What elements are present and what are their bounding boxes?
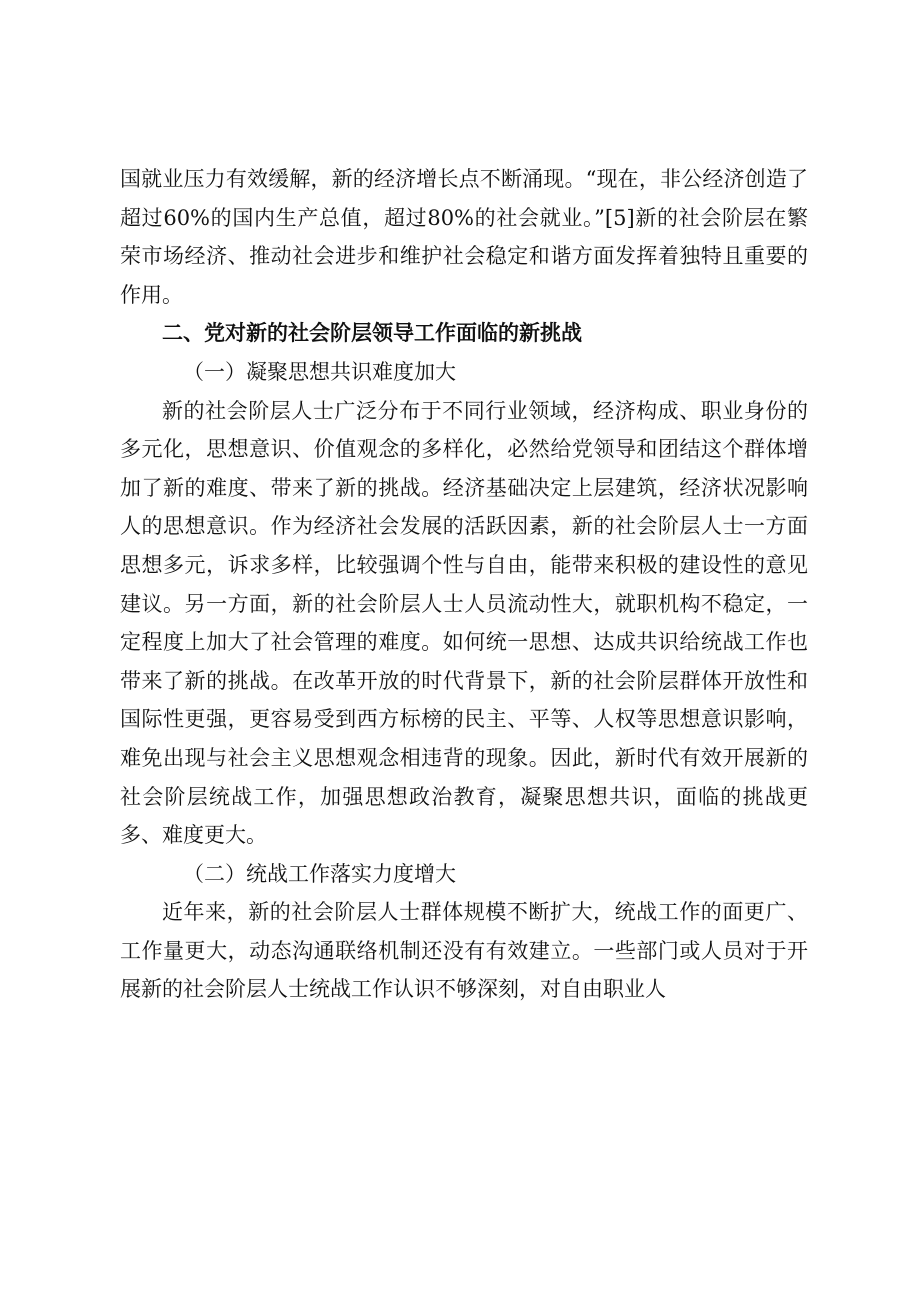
subsection-heading-1: （一）凝聚思想共识难度加大: [183, 359, 456, 384]
subsection-2-paragraph: 近年来，新的社会阶层人士群体规模不断扩大，统战工作的面更广、工作量更大，动态沟通联络机制还没有有效建立。一些部门或人员对于开展新的社会阶层人士统战工作认识不够深刻，对自由职业人: [120, 900, 808, 1002]
subsection-heading-2: （二）统战工作落实力度增大: [183, 861, 456, 886]
section-heading: 二、党对新的社会阶层领导工作面临的新挑战: [162, 321, 582, 346]
continued-paragraph: 国就业压力有效缓解，新的经济增长点不断涌现。“现在，非公经济创造了超过60%的国内生产总值，超过80%的社会就业。”[5]新的社会阶层在繁荣市场经济、推动社会进步和维护社会稳定和谐方面发挥着独特且重要的作用。: [120, 167, 808, 307]
subsection-1-paragraph: 新的社会阶层人士广泛分布于不同行业领域，经济构成、职业身份的多元化，思想意识、价值观念的多样化，必然给党领导和团结这个群体增加了新的难度、带来了新的挑战。经济基础决定上层建筑，经济状况影响人的思想意识。作为经济社会发展的活跃因素，新的社会阶层人士一方面思想多元，诉求多样，比较强调个性与自由，能带来积极的建设性的意见建议。另一方面，新的社会阶层人士人员流动性大，就职机构不稳定，一定程度上加大了社会管理的难度。如何统一思想、达成共识给统战工作也带来了新的挑战。在改革开放的时代背景下，新的社会阶层群体开放性和国际性更强，更容易受到西方标榜的民主、平等、人权等思想意识影响，难免出现与社会主义思想观念相违背的现象。因此，新时代有效开展新的社会阶层统战工作，加强思想政治教育，凝聚思想共识，面临的挑战更多、难度更大。: [120, 398, 808, 848]
document-body: [120, 160, 808, 1009]
